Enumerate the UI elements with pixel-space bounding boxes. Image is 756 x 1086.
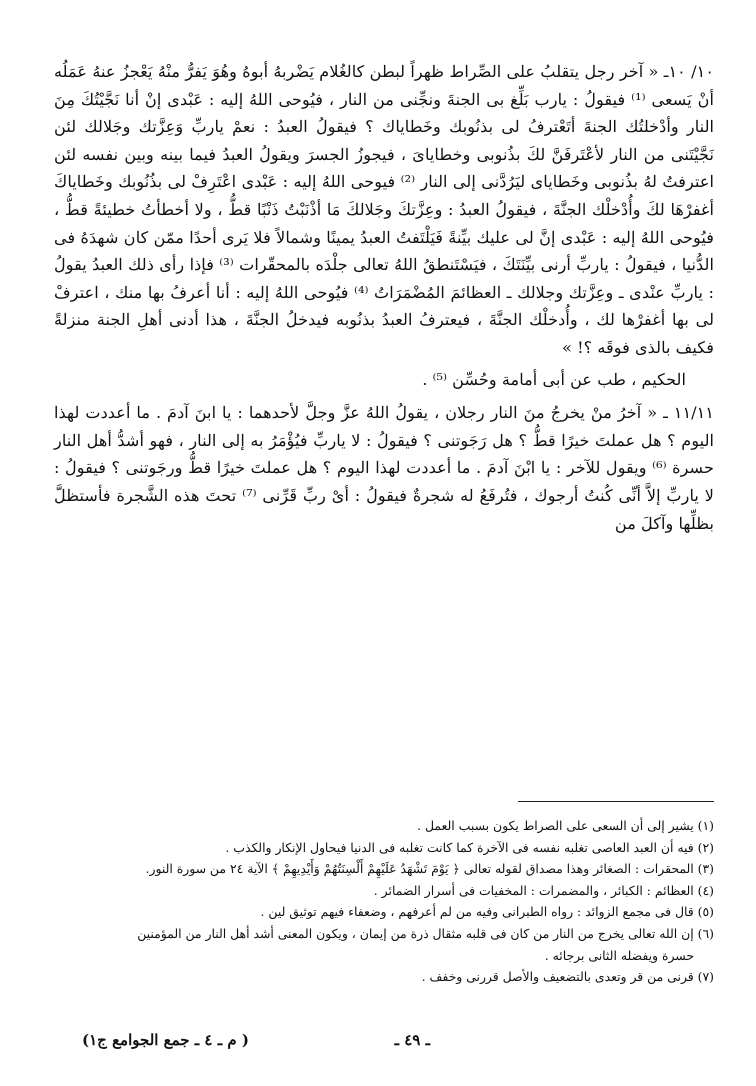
volume-signature: ( م ـ ٤ ـ جمع الجوامع ج١) [82,1031,249,1049]
footnote-5: (٥) قال فى مجمع الزوائد : رواه الطبرانى وفيه من لم أعرفهم ، وضعفاء فيهم توثيق لين . [260,904,714,920]
footnote-6-continuation: حسرة ويفضله الثانى برجائه . [544,947,694,963]
footnote-2: (٢) فيه أن العبد العاصى تغلبه نفسه فى الآخرة كما كانت تغلبه فى الدنيا فيحاول الإنكار والكذب . [225,839,714,855]
hadith-paragraph-11: ١١/١١ ـ « آخرُ منْ يخرجُ منَ النار رجلان ، يقولُ اللهُ عزَّ وجلَّ لأحدهما : يا ابنَ آدمَ . ما أعددت لهذا اليوم ؟ هل عملتَ خيرًا قطُّ ؟ هل رَجَوتنى ؟ فيقولُ : لا ياربِّ فيُؤْمَرُ به إلى النار ، فهو أشدُّ أهل النار حسرة ⁽⁶⁾ ويقول للآخر : يا ابْنَ آدمَ . ما أعددت لهذا اليوم ؟ هل عملتَ خيرًا قطُّ ورجَوتنى ؟ فيقولُ : لا ياربِّ إلاَّ أنِّى كُنتُ أرجوك ، فتُرفَعُ له شجرةٌ فيقولُ : أىْ ربِّ قَرِّنى ⁽⁷⁾ تحتَ هذه الشَّجرة فأستظلَّ بظلِّها وآكلَ من [54,403,714,533]
footnote-4: (٤) العظائم : الكبائر ، والمضمرات : المخفيات فى أسرار الضمائر . [373,882,714,898]
footnote-3: (٣) المحقرات : الصغائر وهذا مصداق لقوله تعالى ﴿ يَوْمَ تَشْهَدُ عَلَيْهِمْ أَلْسِنَتُهُمْ وَأَيْدِيهِمْ ﴾ الآية ٢٤ من سورة النور. [145,861,714,877]
footnotes [54,815,714,988]
footnote-6: (٦) إن الله تعالى يخرج من النار من كان فى قلبه مثقال ذرة من إيمان ، ويكون المعنى أشد أهل النار من المؤمنين [137,925,714,941]
hadith-paragraph-10: ١٠/ ١٠ـ « آخر رجل يتقلبُ على الصِّراط ظهراً لبطن كالغُلام يَضْربهُ أبوهُ وهُوَ يَفرُّ منْهُ يَعْجزُ عنهُ عَمَلُه أنْ يَسعى ⁽¹⁾ فيقولُ : يارب بَلِّغ بى الجنةَ ونجِّنى من النار ، فيُوحى اللهُ إليه : عَبْدى إنْ أنا نَجَّيْتُكَ مِنَ النار وأدْخلتُك الجنةَ أتَعْترفُ لى بذنُوبك وخَطاياك ؟ فيقولُ العبدُ : نعمْ ياربِّ وَعِزَّتك وجَلالك لئن نَجَّيْتَنى من النار لأعْتَرفَنَّ لكَ بذُنوبى وخطاياىَ ، فيجوزُ الجسرَ ويقولُ العبدُ فيما بينه وبين نفسه لئن اعترفتُ لهُ بذُنوبى وخَطاياى ليَرُدَّنى إلى النار ⁽²⁾ فيوحى اللهُ إليه : عَبْدى اعْتَرِفْ لى بذُنُوبك وخَطاياكَ أغفرْهَا لكَ وأُدْخلْك الجنَّةَ ، فيقولُ العبدُ : وعِزَّتكَ وجَلالكَ مَا أذْنَبْتُ ذَنْبًا قطُّ ، ولا أخطأتُ خطيئةً قطُّ ، فيُوحى اللهُ إليه : عَبْدى إنَّ لى عليك بيِّنةً فَيَلْتَفتُ العبدُ يمينًا وشمالاً فلا يَرى أحدًا ممّن كان شهدَهُ فى الدُّنيا ، فيقولُ : ياربِّ أرنى بيِّنَتَكَ ، فيَسْتَنطقُ اللهُ تعالى جلْدَه بالمحقّرات ⁽³⁾ فإذا رأى ذلك العبدُ يقولُ : ياربِّ عنْدى ـ وعِزَّتك وجلالك ـ العظائمَ المُضْمَرَاتُ ⁽⁴⁾ فيُوحى اللهُ إليه : أنا أعرفُ بها منك ، اعترفْ لى بها أغفرْها لك ، وأُدخلْك الجنَّةَ ، فيعترفُ العبدُ بذنُوبه فيدخلُ الجنَّةَ ، هذا أدنى أهلِ الجنة منزلةً فكيف بالذى فوقَه ؟! » [54,62,715,357]
hadith-source: الحكيم ، طب عن أبى أمامة وحُسِّن ⁽⁵⁾ . [422,369,686,389]
footnote-1: (١) يشير إلى أن السعى على الصراط يكون بسبب العمل . [417,818,714,833]
document-page [54,40,714,1070]
page-number: ـ ٤٩ ـ [394,1031,430,1049]
page-footer [54,1031,714,1061]
footnote-7: (٧) قرنى من قر وتعدى بالتضعيف والأصل قررنى وخفف . [421,969,714,985]
main-text [54,58,714,638]
footnote-divider [518,801,714,802]
